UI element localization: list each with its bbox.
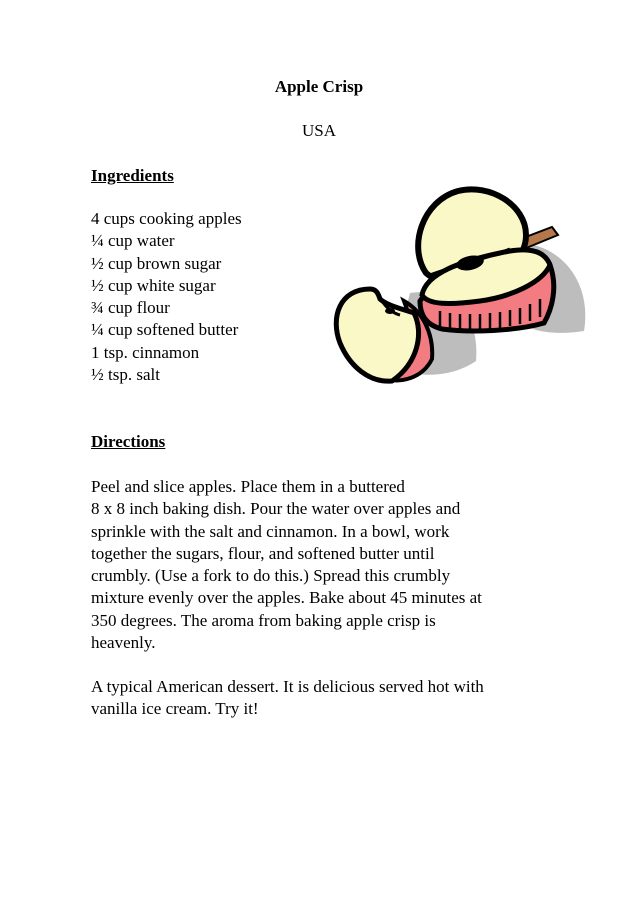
ingredient-item: ¼ cup water bbox=[91, 231, 175, 251]
apple-slices-icon bbox=[330, 183, 588, 388]
directions-text bbox=[91, 476, 571, 654]
directions-line: 350 degrees. The aroma from baking apple crisp is bbox=[91, 610, 436, 630]
directions-line: sprinkle with the salt and cinnamon. In a bowl, work bbox=[91, 521, 450, 541]
ingredient-item: ¼ cup softened butter bbox=[91, 320, 239, 340]
directions-line: crumbly. (Use a fork to do this.) Spread this crumbly bbox=[91, 566, 451, 586]
closing-text bbox=[91, 676, 571, 721]
ingredient-item: 1 tsp. cinnamon bbox=[91, 342, 200, 362]
ingredient-item: ½ cup brown sugar bbox=[91, 253, 222, 273]
ingredient-item: ½ tsp. salt bbox=[91, 365, 160, 385]
ingredients-heading: Ingredients bbox=[91, 166, 174, 185]
ingredients-list bbox=[91, 208, 242, 386]
ingredient-item: ¾ cup flour bbox=[91, 298, 170, 318]
closing-line: A typical American dessert. It is delicious served hot with bbox=[91, 677, 484, 696]
directions-line: together the sugars, flour, and softened butter until bbox=[91, 543, 435, 563]
ingredient-item: ½ cup white sugar bbox=[91, 275, 216, 295]
directions-line: heavenly. bbox=[91, 633, 156, 653]
page-subtitle: USA bbox=[301, 121, 336, 140]
page-title: Apple Crisp bbox=[274, 77, 364, 96]
directions-line: mixture evenly over the apples. Bake about 45 minutes at bbox=[91, 588, 482, 608]
directions-heading: Directions bbox=[91, 432, 166, 451]
ingredient-item: 4 cups cooking apples bbox=[91, 209, 242, 228]
directions-line: 8 x 8 inch baking dish. Pour the water over apples and bbox=[91, 499, 461, 519]
closing-line: vanilla ice cream. Try it! bbox=[91, 699, 259, 719]
directions-line: Peel and slice apples. Place them in a buttered bbox=[91, 477, 405, 496]
